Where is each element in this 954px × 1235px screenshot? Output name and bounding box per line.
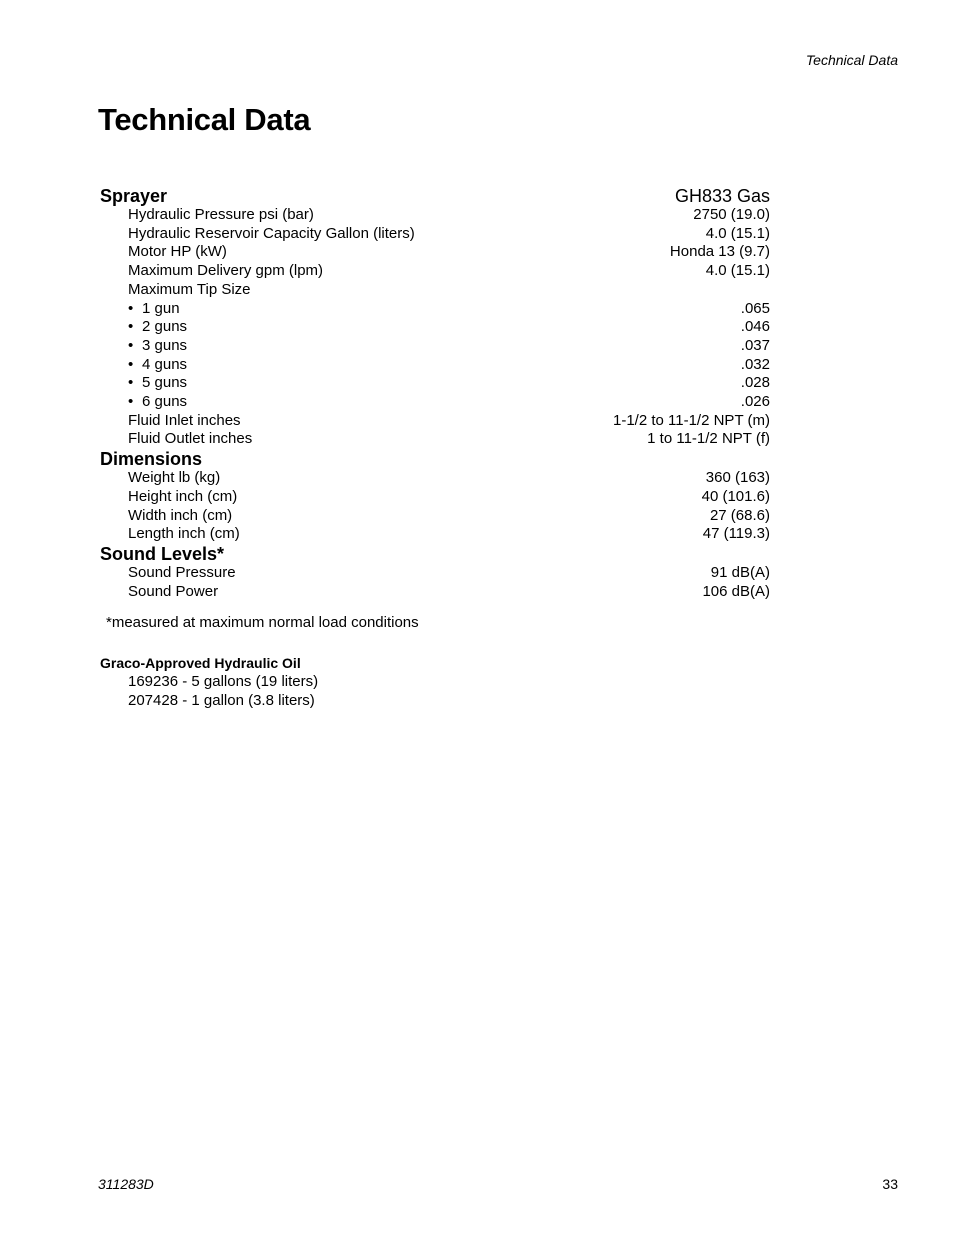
tip-value: .065 bbox=[740, 299, 770, 317]
section-heading-sound-levels bbox=[100, 544, 770, 564]
spec-value: 27 (68.6) bbox=[709, 506, 770, 524]
tip-size-row bbox=[100, 356, 770, 375]
tip-value: .037 bbox=[740, 336, 770, 354]
oil-item: 207428 - 1 gallon (3.8 liters) bbox=[128, 692, 315, 709]
spec-value: Honda 13 (9.7) bbox=[669, 243, 770, 261]
spec-row bbox=[100, 281, 770, 300]
spec-row bbox=[100, 564, 770, 583]
tip-size-row bbox=[100, 393, 770, 412]
bullet-glyph: • bbox=[128, 336, 134, 354]
bullet-glyph: • bbox=[128, 374, 134, 392]
tip-label: 3 guns bbox=[142, 336, 188, 354]
spec-label: Fluid Outlet inches bbox=[128, 430, 253, 448]
tip-size-row bbox=[100, 318, 770, 337]
approved-oil-block bbox=[100, 654, 318, 710]
spec-label: Sound Pressure bbox=[128, 563, 236, 581]
footnote: *measured at maximum normal load conditions bbox=[106, 614, 419, 631]
bullet-glyph: • bbox=[128, 393, 134, 411]
running-header: Technical Data bbox=[805, 52, 898, 68]
tip-label: 6 guns bbox=[142, 393, 188, 411]
page-title: Technical Data bbox=[98, 102, 311, 137]
spec-value: 1 to 11-1/2 NPT (f) bbox=[647, 430, 770, 448]
spec-label: Maximum Delivery gpm (lpm) bbox=[128, 262, 324, 280]
spec-row bbox=[100, 525, 770, 544]
oil-item: 169236 - 5 gallons (19 liters) bbox=[128, 673, 319, 690]
spec-row bbox=[100, 488, 770, 507]
spec-row bbox=[100, 262, 770, 281]
spec-label: Weight lb (kg) bbox=[128, 469, 221, 487]
spec-row bbox=[100, 412, 770, 431]
section-title: Sprayer bbox=[100, 186, 168, 206]
model-name: GH833 Gas bbox=[674, 186, 770, 206]
spec-value: 47 (119.3) bbox=[702, 525, 770, 543]
section-title: Sound Levels* bbox=[100, 543, 225, 564]
spec-value: 1-1/2 to 11-1/2 NPT (m) bbox=[612, 411, 770, 429]
tip-size-row bbox=[100, 337, 770, 356]
spec-row bbox=[100, 469, 770, 488]
spec-row bbox=[100, 507, 770, 526]
spec-value: 2750 (19.0) bbox=[693, 206, 770, 223]
tip-size-row bbox=[100, 300, 770, 319]
tip-label: 2 guns bbox=[142, 318, 188, 336]
tip-label: 5 guns bbox=[142, 374, 188, 392]
spec-row bbox=[100, 583, 770, 602]
spec-label: Hydraulic Pressure psi (bar) bbox=[128, 206, 314, 223]
tip-value: .028 bbox=[740, 374, 770, 392]
tip-value: .046 bbox=[740, 318, 770, 336]
spec-value: 360 (163) bbox=[705, 469, 770, 487]
spec-row bbox=[100, 243, 770, 262]
section-heading-dimensions bbox=[100, 449, 770, 469]
page-number: 33 bbox=[882, 1176, 898, 1192]
spec-label: Width inch (cm) bbox=[128, 506, 233, 524]
tip-label: 1 gun bbox=[142, 299, 180, 317]
spec-label: Maximum Tip Size bbox=[128, 280, 251, 298]
spec-value: 40 (101.6) bbox=[701, 487, 770, 505]
spec-label: Sound Power bbox=[128, 582, 219, 600]
spec-value: 106 dB(A) bbox=[702, 582, 770, 600]
spec-table bbox=[100, 186, 770, 601]
document-number: 311283D bbox=[98, 1176, 154, 1192]
section-title: Dimensions bbox=[100, 449, 203, 470]
spec-label: Height inch (cm) bbox=[128, 487, 238, 505]
spec-label: Hydraulic Reservoir Capacity Gallon (liters) bbox=[128, 224, 415, 242]
bullet-glyph: • bbox=[128, 355, 134, 373]
tip-value: .032 bbox=[740, 355, 770, 373]
spec-value: 91 dB(A) bbox=[710, 563, 770, 581]
oil-heading: Graco-Approved Hydraulic Oil bbox=[100, 655, 301, 671]
tip-value: .026 bbox=[740, 393, 770, 411]
spec-label: Fluid Inlet inches bbox=[128, 411, 241, 429]
spec-label: Motor HP (kW) bbox=[128, 243, 227, 261]
spec-row bbox=[100, 206, 770, 225]
bullet-glyph: • bbox=[128, 299, 134, 317]
bullet-glyph: • bbox=[128, 318, 134, 336]
spec-row bbox=[100, 225, 770, 244]
tip-label: 4 guns bbox=[142, 355, 188, 373]
section-heading-sprayer bbox=[100, 186, 770, 206]
spec-value: 4.0 (15.1) bbox=[705, 224, 770, 242]
spec-label: Length inch (cm) bbox=[128, 525, 240, 543]
tip-size-row bbox=[100, 374, 770, 393]
spec-row bbox=[100, 430, 770, 449]
spec-value: 4.0 (15.1) bbox=[705, 262, 770, 280]
